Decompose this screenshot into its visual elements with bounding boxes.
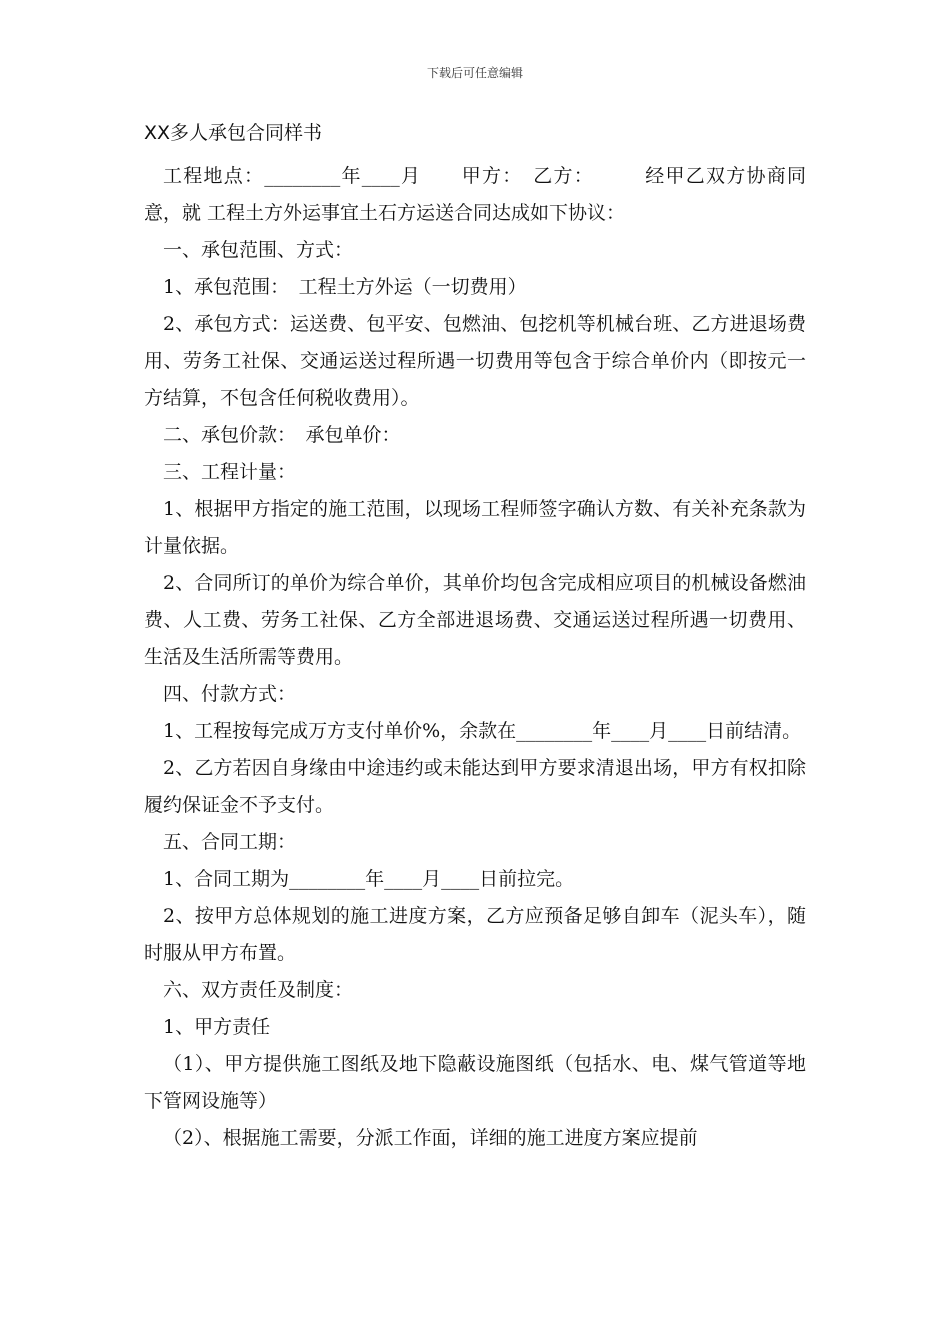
section-heading: 二、承包价款： 承包单价： [163, 424, 401, 446]
section-heading: 五、合同工期： [163, 831, 297, 853]
paragraph: 2、合同所订的单价为综合单价，其单价均包含完成相应项目的机械设备燃油费、人工费、劳务工社保、乙方全部进退场费、交通运送过程所遇一切费用、生活及生活所需等费用。 [144, 572, 806, 668]
paragraph: （1）、甲方提供施工图纸及地下隐蔽设施图纸（包括水、电、煤气管道等地下管网设施等） [144, 1053, 806, 1112]
paragraph: 工程地点：________年____月 甲方： 乙方： 经甲乙双方协商同意，就 工程土方外运事宜土石方运送合同达成如下协议： [144, 165, 806, 224]
document-body [144, 118, 806, 1157]
paragraph: 1、承包范围： 工程土方外运（一切费用） [163, 276, 527, 298]
paragraph: 2、按甲方总体规划的施工进度方案，乙方应预备足够自卸车（泥头车），随时服从甲方布置。 [144, 905, 806, 964]
paragraph: 1、根据甲方指定的施工范围，以现场工程师签字确认方数、有关补充条款为计量依据。 [144, 498, 806, 557]
paragraph: 2、承包方式：运送费、包平安、包燃油、包挖机等机械台班、乙方进退场费用、劳务工社保、交通运送过程所遇一切费用等包含于综合单价内（即按元一方结算，不包含任何税收费用）。 [144, 313, 806, 409]
section-heading: 四、付款方式： [163, 683, 297, 705]
header-note: 下载后可任意编辑 [426, 66, 523, 80]
section-heading: 一、承包范围、方式： [163, 239, 354, 261]
document-title: XX多人承包合同样书 [144, 122, 323, 144]
paragraph: 2、乙方若因自身缘由中途违约或未能达到甲方要求清退出场，甲方有权扣除履约保证金不予支付。 [144, 757, 806, 816]
section-heading: 六、双方责任及制度： [163, 979, 354, 1001]
paragraph: （2）、根据施工需要，分派工作面，详细的施工进度方案应提前 [163, 1127, 698, 1149]
paragraph: 1、合同工期为________年____月____日前拉完。 [163, 868, 575, 890]
paragraph: 1、工程按每完成万方支付单价%，余款在________年____月____日前结清。 [163, 720, 802, 742]
section-heading: 三、工程计量： [163, 461, 297, 483]
paragraph: 1、甲方责任 [163, 1016, 271, 1038]
